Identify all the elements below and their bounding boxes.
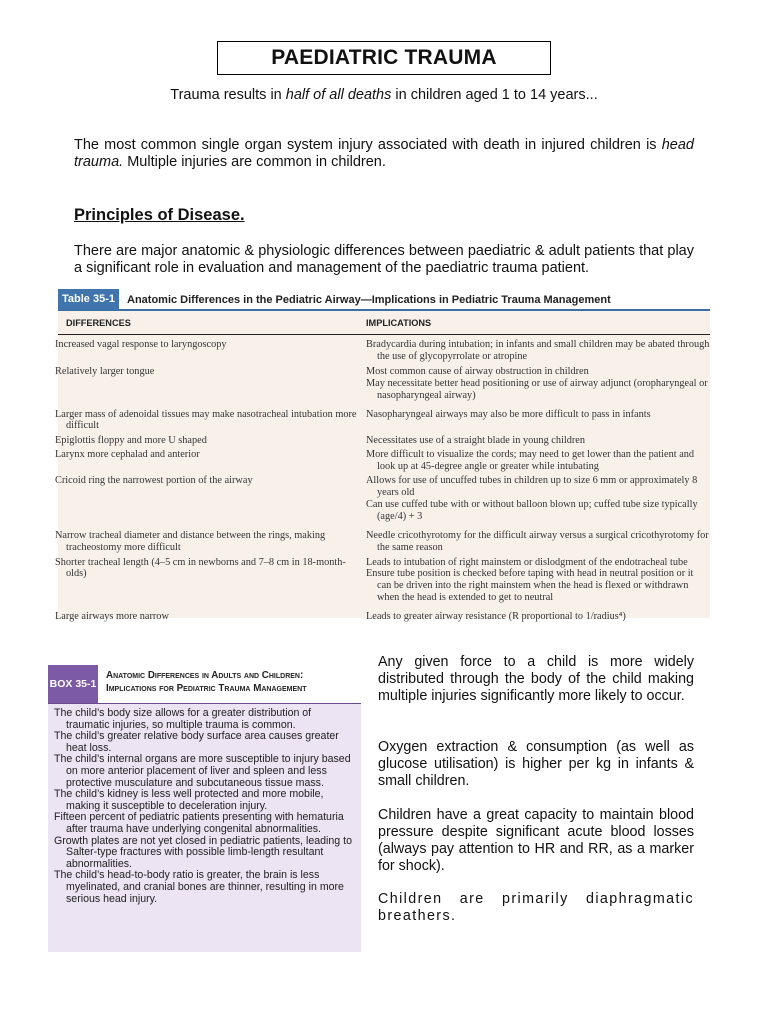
table-cell-implication xyxy=(358,611,710,623)
implication-line: Allows for use of uncuffed tubes in children up to size 6 mm or approximately 8 years old xyxy=(366,475,698,498)
right-paragraph-breathing: Children are primarily diaphragmatic breathers. xyxy=(378,891,694,924)
implication-line: May necessitate better head positioning or use of airway adjunct (oropharyngeal or nasopharyngeal airway) xyxy=(366,377,708,401)
airway-table xyxy=(55,290,710,623)
para1-post: Multiple injuries are common in children. xyxy=(123,154,386,170)
implication-line: Leads to greater airway resistance (R proportional to 1/radius⁴) xyxy=(366,611,626,623)
table-cell-difference: Cricoid ring the narrowest portion of the airway xyxy=(55,475,253,487)
table-row xyxy=(55,339,710,363)
page-title-box xyxy=(217,41,551,75)
intro-pre: Trauma results in xyxy=(170,87,286,103)
para1-emphasis: head trauma. xyxy=(74,137,694,170)
para1-pre: The most common single organ system injury associated with death in injured children is xyxy=(74,137,662,153)
box-title-line2: Implications for Pediatric Trauma Management xyxy=(106,683,307,694)
table-row xyxy=(55,435,710,447)
right-paragraph-blood-pressure: Children have a great capacity to maintain blood pressure despite significant acute blood losses (always pay attention to HR and RR, as a marker for shock). xyxy=(378,807,694,874)
page-title: PAEDIATRIC TRAUMA xyxy=(271,46,497,69)
table-cell-implication xyxy=(358,475,710,523)
intro-post: in children aged 1 to 14 years... xyxy=(391,87,598,103)
table-cell-implication xyxy=(358,530,710,554)
box-item: Growth plates are not yet closed in pediatric patients, leading to Salter-type fractures with possible limb-length resultant abnormalities. xyxy=(54,834,352,870)
box-anatomic-differences xyxy=(48,665,361,952)
intro-line xyxy=(0,87,768,103)
paragraph-differences: There are major anatomic & physiologic differences between paediatric & adult patients that play a significant role in evaluation and management of the paediatric trauma patient. xyxy=(74,243,694,276)
box-header xyxy=(48,665,361,704)
box-title xyxy=(98,665,306,703)
table-cell-implication xyxy=(358,449,710,473)
table-cell-implication xyxy=(358,339,710,363)
implication-line: More difficult to visualize the cords; may need to get lower than the patient and look up at 45-degree angle or greater while intubating xyxy=(366,449,695,473)
implication-line: Nasopharyngeal airways may also be more difficult to pass in infants xyxy=(366,408,651,420)
box-item: The child’s internal organs are more susceptible to injury based on more anterior placement of liver and spleen and less protective musculature and subcutaneous tissue mass. xyxy=(54,753,351,789)
table-cell-difference: Increased vagal response to laryngoscopy xyxy=(55,339,227,350)
table-cell-implication xyxy=(358,366,710,402)
table-body xyxy=(55,311,710,623)
right-paragraph-force: Any given force to a child is more widely distributed through the body of the child making multiple injuries significantly more likely to occur. xyxy=(378,654,694,704)
box-item: The child’s head-to-body ratio is greater, the brain is less myelinated, and cranial bones are thinner, resulting in more serious head injury. xyxy=(54,869,344,905)
implication-line: Ensure tube position is checked before taping with head in neutral position or it can be driven into the right mainstem when the head is flexed or withdrawn when the head is extended to get to neutral xyxy=(366,568,694,604)
implication-line: Bradycardia during intubation; in infants and small children may be abated through the use of glycopyrrolate or atropine xyxy=(366,339,710,362)
column-header-differences: DIFFERENCES xyxy=(66,317,131,328)
table-row xyxy=(55,556,710,605)
box-items xyxy=(48,704,361,905)
table-cell-difference: Larynx more cephalad and anterior xyxy=(55,449,200,461)
box-item: The child’s greater relative body surface area causes greater heat loss. xyxy=(54,730,339,754)
box-item: Fifteen percent of pediatric patients presenting with hematuria after trauma have underlying congenital abnormalities. xyxy=(54,811,344,835)
table-cell-difference: Larger mass of adenoidal tissues may make nasotracheal intubation more difficult xyxy=(55,408,357,432)
table-row xyxy=(55,365,710,402)
intro-emphasis: half of all deaths xyxy=(285,87,392,103)
table-column-headers xyxy=(58,311,710,335)
table-row xyxy=(55,611,710,623)
table-cell-difference: Epiglottis floppy and more U shaped xyxy=(55,435,207,447)
implication-line: Most common cause of airway obstruction in children xyxy=(366,365,589,377)
paragraph-head-trauma xyxy=(74,137,694,171)
table-rows xyxy=(55,335,710,623)
implication-line: Leads to intubation of right mainstem or dislodgment of the endotracheal tube xyxy=(366,556,688,568)
table-cell-difference: Relatively larger tongue xyxy=(55,365,155,377)
box-title-line1: Anatomic Differences in Adults and Children: xyxy=(106,670,304,681)
box-label: BOX 35-1 xyxy=(48,665,98,703)
implication-line: Can use cuffed tube with or without balloon blown up; cuffed tube size typically (age/4) + 3 xyxy=(366,498,698,522)
table-cell-difference: Shorter tracheal length (4–5 cm in newborns and 7–8 cm in 18-month-olds) xyxy=(55,556,346,580)
section-heading: Principles of Disease. xyxy=(74,206,245,224)
table-cell-difference: Narrow tracheal diameter and distance between the rings, making tracheostomy more difficult xyxy=(55,529,326,553)
table-row xyxy=(55,475,710,523)
table-cell-implication xyxy=(358,435,710,447)
implication-line: Necessitates use of a straight blade in young children xyxy=(366,435,586,447)
table-title: Anatomic Differences in the Pediatric Airway—Implications in Pediatric Trauma Management xyxy=(127,293,611,306)
right-paragraph-oxygen: Oxygen extraction & consumption (as well as glucose utilisation) is higher per kg in infants & small children. xyxy=(378,739,694,789)
column-header-implications: IMPLICATIONS xyxy=(366,317,432,328)
table-cell-difference: Large airways more narrow xyxy=(55,611,169,623)
box-item: The child’s kidney is less well protected and more mobile, making it susceptible to deceleration injury. xyxy=(54,788,324,812)
box-item: The child’s body size allows for a greater distribution of traumatic injuries, so multiple trauma is common. xyxy=(54,707,312,731)
table-row xyxy=(55,408,710,433)
table-header xyxy=(58,290,710,311)
implication-line: Needle cricothyrotomy for the difficult airway versus a surgical cricothyrotomy for the same reason xyxy=(366,529,709,553)
table-cell-implication xyxy=(358,557,710,605)
table-row xyxy=(55,449,710,473)
table-cell-implication xyxy=(358,409,710,433)
table-label: Table 35-1 xyxy=(58,289,119,310)
table-row xyxy=(55,529,710,554)
